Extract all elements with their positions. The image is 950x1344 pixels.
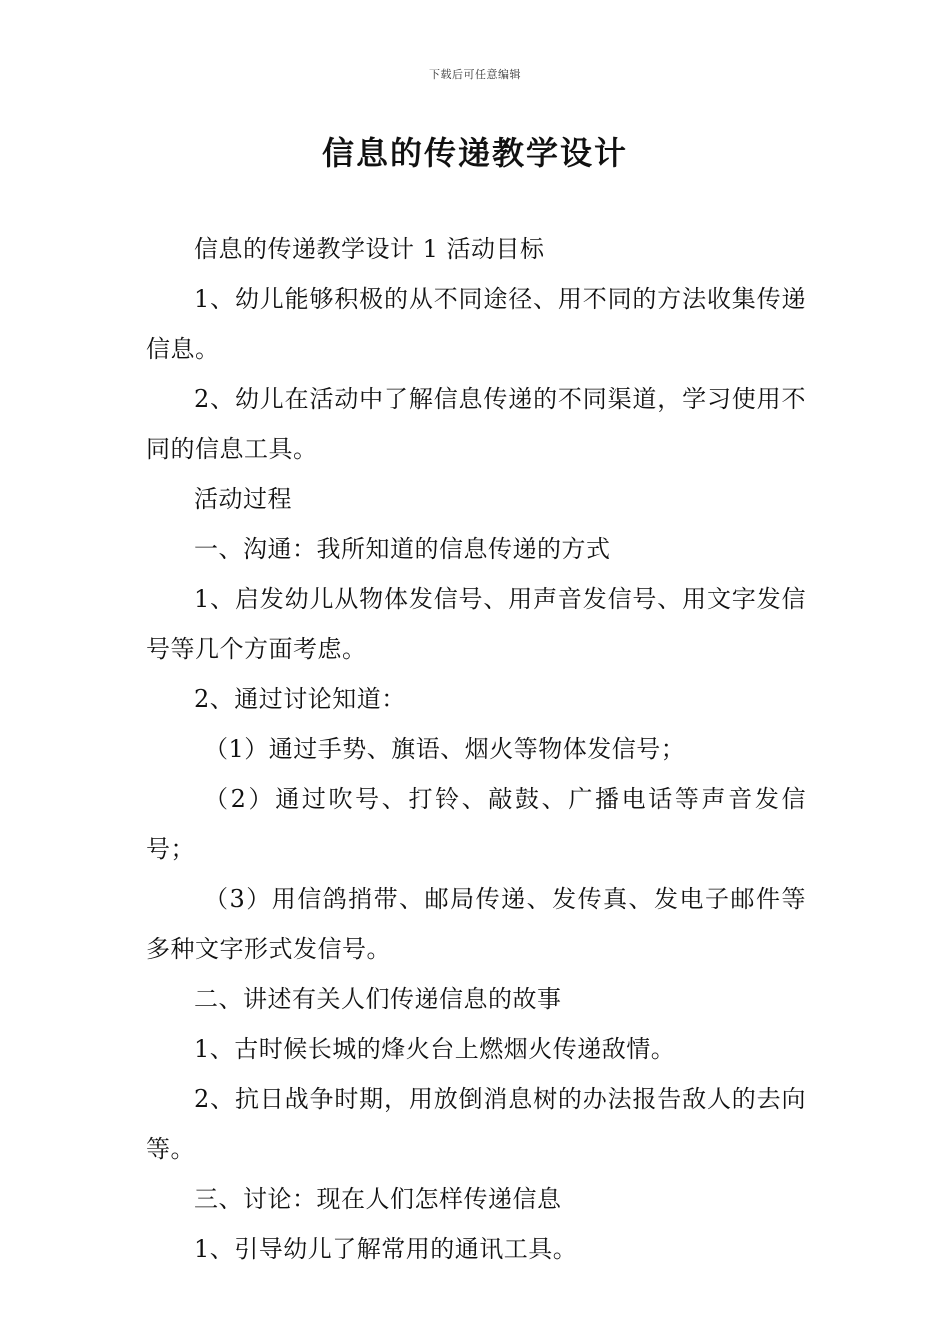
paragraph: 2、抗日战争时期，用放倒消息树的办法报告敌人的去向等。 <box>146 1085 806 1163</box>
paragraph: 1、幼儿能够积极的从不同途径、用不同的方法收集传递信息。 <box>146 285 806 363</box>
paragraph: 信息的传递教学设计 1 活动目标 <box>194 235 545 263</box>
paragraph: 1、引导幼儿了解常用的通讯工具。 <box>194 1235 578 1263</box>
header-note: 下载后可任意编辑 <box>429 68 521 81</box>
page-title: 信息的传递教学设计 <box>321 134 628 172</box>
document-body <box>146 224 806 1274</box>
paragraph: 1、启发幼儿从物体发信号、用声音发信号、用文字发信号等几个方面考虑。 <box>146 585 806 663</box>
sub-paragraph: （2）通过吹号、打铃、敲鼓、广播电话等声音发信号； <box>146 785 806 863</box>
sub-paragraph: （3）用信鸽捎带、邮局传递、发传真、发电子邮件等多种文字形式发信号。 <box>146 885 806 963</box>
paragraph: 1、古时候长城的烽火台上燃烟火传递敌情。 <box>194 1035 676 1063</box>
sub-paragraph: （1）通过手势、旗语、烟火等物体发信号； <box>204 735 686 763</box>
paragraph: 二、讲述有关人们传递信息的故事 <box>194 985 562 1013</box>
paragraph: 一、沟通：我所知道的信息传递的方式 <box>194 535 611 563</box>
paragraph: 三、讨论：现在人们怎样传递信息 <box>194 1185 562 1213</box>
paragraph: 活动过程 <box>194 485 292 513</box>
paragraph: 2、通过讨论知道： <box>194 685 406 713</box>
paragraph: 2、幼儿在活动中了解信息传递的不同渠道，学习使用不同的信息工具。 <box>146 385 806 463</box>
